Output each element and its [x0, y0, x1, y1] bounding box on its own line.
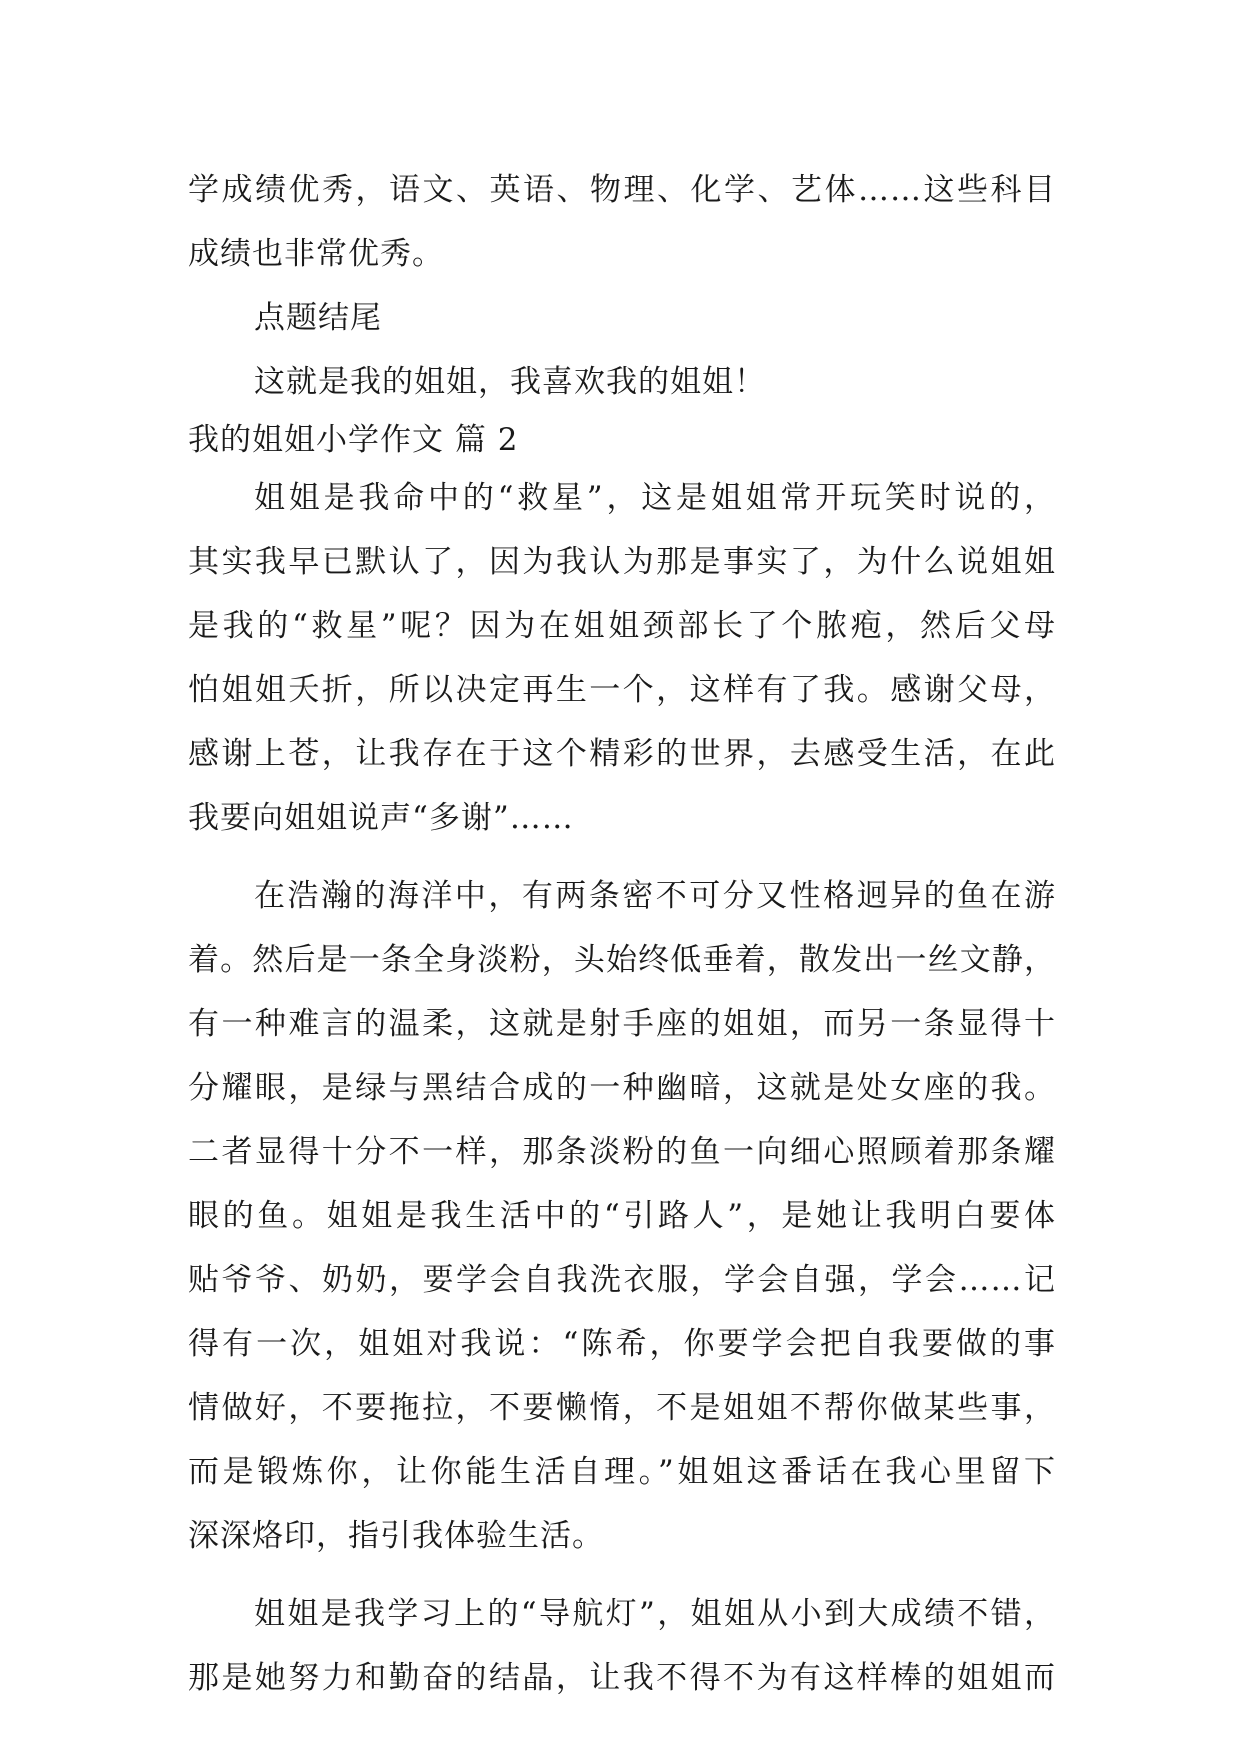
text-line: 姐姐是我命中的“救星”，这是姐姐常开玩笑时说的， [254, 480, 1056, 516]
text-line: 成绩也非常优秀。 [188, 236, 444, 272]
text-line: 分耀眼，是绿与黑结合成的一种幽暗，这就是处女座的我。 [188, 1070, 1056, 1106]
text-line: 其实我早已默认了，因为我认为那是事实了，为什么说姐姐 [188, 544, 1056, 580]
text-line: 眼的鱼。姐姐是我生活中的“引路人”，是她让我明白要体 [188, 1198, 1056, 1234]
text-line: 深深烙印，指引我体验生活。 [188, 1518, 604, 1554]
paragraph-gap [188, 1568, 1056, 1582]
document-page [188, 158, 1056, 1710]
text-line: 怕姐姐夭折，所以决定再生一个，这样有了我。感谢父母， [188, 672, 1056, 708]
text-line: 贴爷爷、奶奶，要学会自我洗衣服，学会自强，学会……记 [188, 1262, 1056, 1298]
text-line: 而是锻炼你，让你能生活自理。”姐姐这番话在我心里留下 [188, 1454, 1056, 1490]
paragraph-gap [188, 850, 1056, 864]
text-line: 学成绩优秀，语文、英语、物理、化学、艺体……这些科目 [188, 172, 1056, 208]
text-line: 在浩瀚的海洋中，有两条密不可分又性格迥异的鱼在游 [254, 878, 1056, 914]
text-line: 有一种难言的温柔，这就是射手座的姐姐，而另一条显得十 [188, 1006, 1056, 1042]
text-line: 得有一次，姐姐对我说：“陈希，你要学会把自我要做的事 [188, 1326, 1056, 1362]
essay-title: 我的姐姐小学作文 篇 2 [188, 422, 519, 458]
text-line: 二者显得十分不一样，那条淡粉的鱼一向细心照顾着那条耀 [188, 1134, 1056, 1170]
text-line: 感谢上苍，让我存在于这个精彩的世界，去感受生活，在此 [188, 736, 1056, 772]
subheading: 点题结尾 [254, 300, 382, 336]
text-line: 情做好，不要拖拉，不要懒惰，不是姐姐不帮你做某些事， [188, 1390, 1056, 1426]
text-line: 我要向姐姐说声“多谢”…… [188, 800, 574, 836]
text-line: 姐姐是我学习上的“导航灯”，姐姐从小到大成绩不错， [254, 1596, 1056, 1632]
text-line: 那是她努力和勤奋的结晶，让我不得不为有这样棒的姐姐而 [188, 1660, 1056, 1696]
text-line: 是我的“救星”呢？因为在姐姐颈部长了个脓疱，然后父母 [188, 608, 1056, 644]
text-line: 着。然后是一条全身淡粉，头始终低垂着，散发出一丝文静， [188, 942, 1056, 978]
closing-line: 这就是我的姐姐，我喜欢我的姐姐！ [254, 364, 766, 400]
